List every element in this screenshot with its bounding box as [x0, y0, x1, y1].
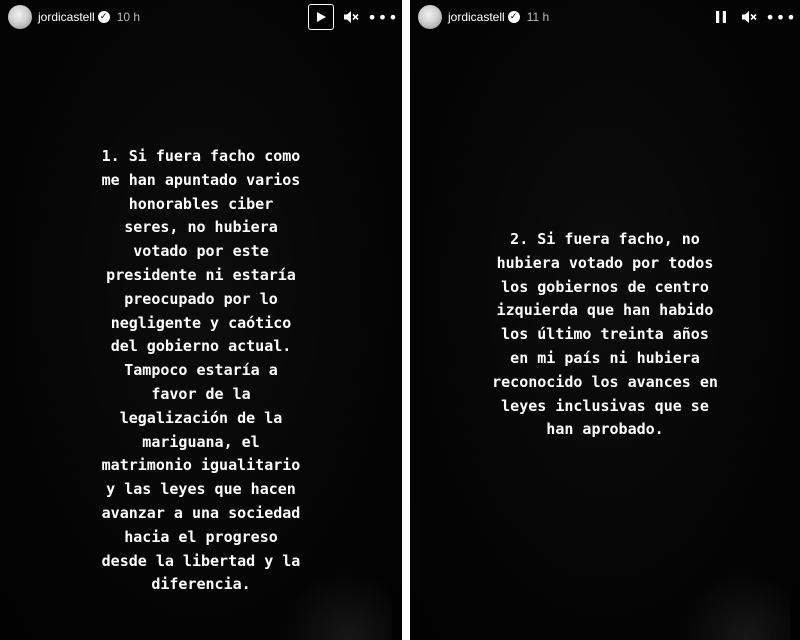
verified-badge-icon: ✓ — [508, 11, 520, 23]
avatar[interactable] — [418, 5, 442, 29]
story-text: 2. Si fuera facho, no hubiera votado por todos los gobiernos de centro izquierda que han habido los último treinta años en mi país ni hubiera reconocido los avances en leyes inclusivas que se han aprobado. — [492, 230, 718, 439]
timestamp: 10 h — [116, 10, 141, 24]
story-controls — [308, 0, 402, 34]
story-controls — [710, 0, 800, 34]
story-panel-2[interactable] — [410, 0, 800, 640]
timestamp: 11 h — [526, 10, 550, 24]
more-options-button[interactable] — [765, 3, 797, 31]
play-button[interactable] — [308, 4, 334, 30]
verified-badge-icon: ✓ — [98, 11, 110, 23]
pause-button[interactable] — [710, 3, 732, 31]
speaker-muted-icon — [741, 10, 757, 24]
speaker-muted-icon — [343, 10, 359, 24]
story-text: 1. Si fuera facho como me han apuntado varios honorables ciber seres, no hubiera votado por este presidente ni estaría preocupado por lo negligente y caótico del gobierno actual. Tampoco estaría a favor de la legalización de la mariguana, el matrimonio igualitario y las leyes que hacen avanzar a una sociedad hacia el progreso desde la libertad y la diferencia. — [101, 147, 301, 594]
more-options-icon: ••• — [367, 7, 399, 27]
more-options-icon: ••• — [765, 7, 797, 27]
username[interactable]: jordicastell — [38, 10, 95, 24]
avatar[interactable] — [8, 5, 32, 29]
mute-button[interactable] — [738, 3, 760, 31]
mute-button[interactable] — [340, 3, 362, 31]
play-icon — [315, 11, 327, 23]
pause-icon — [715, 10, 727, 24]
username[interactable]: jordicastell — [448, 10, 505, 24]
more-options-button[interactable] — [367, 3, 399, 31]
